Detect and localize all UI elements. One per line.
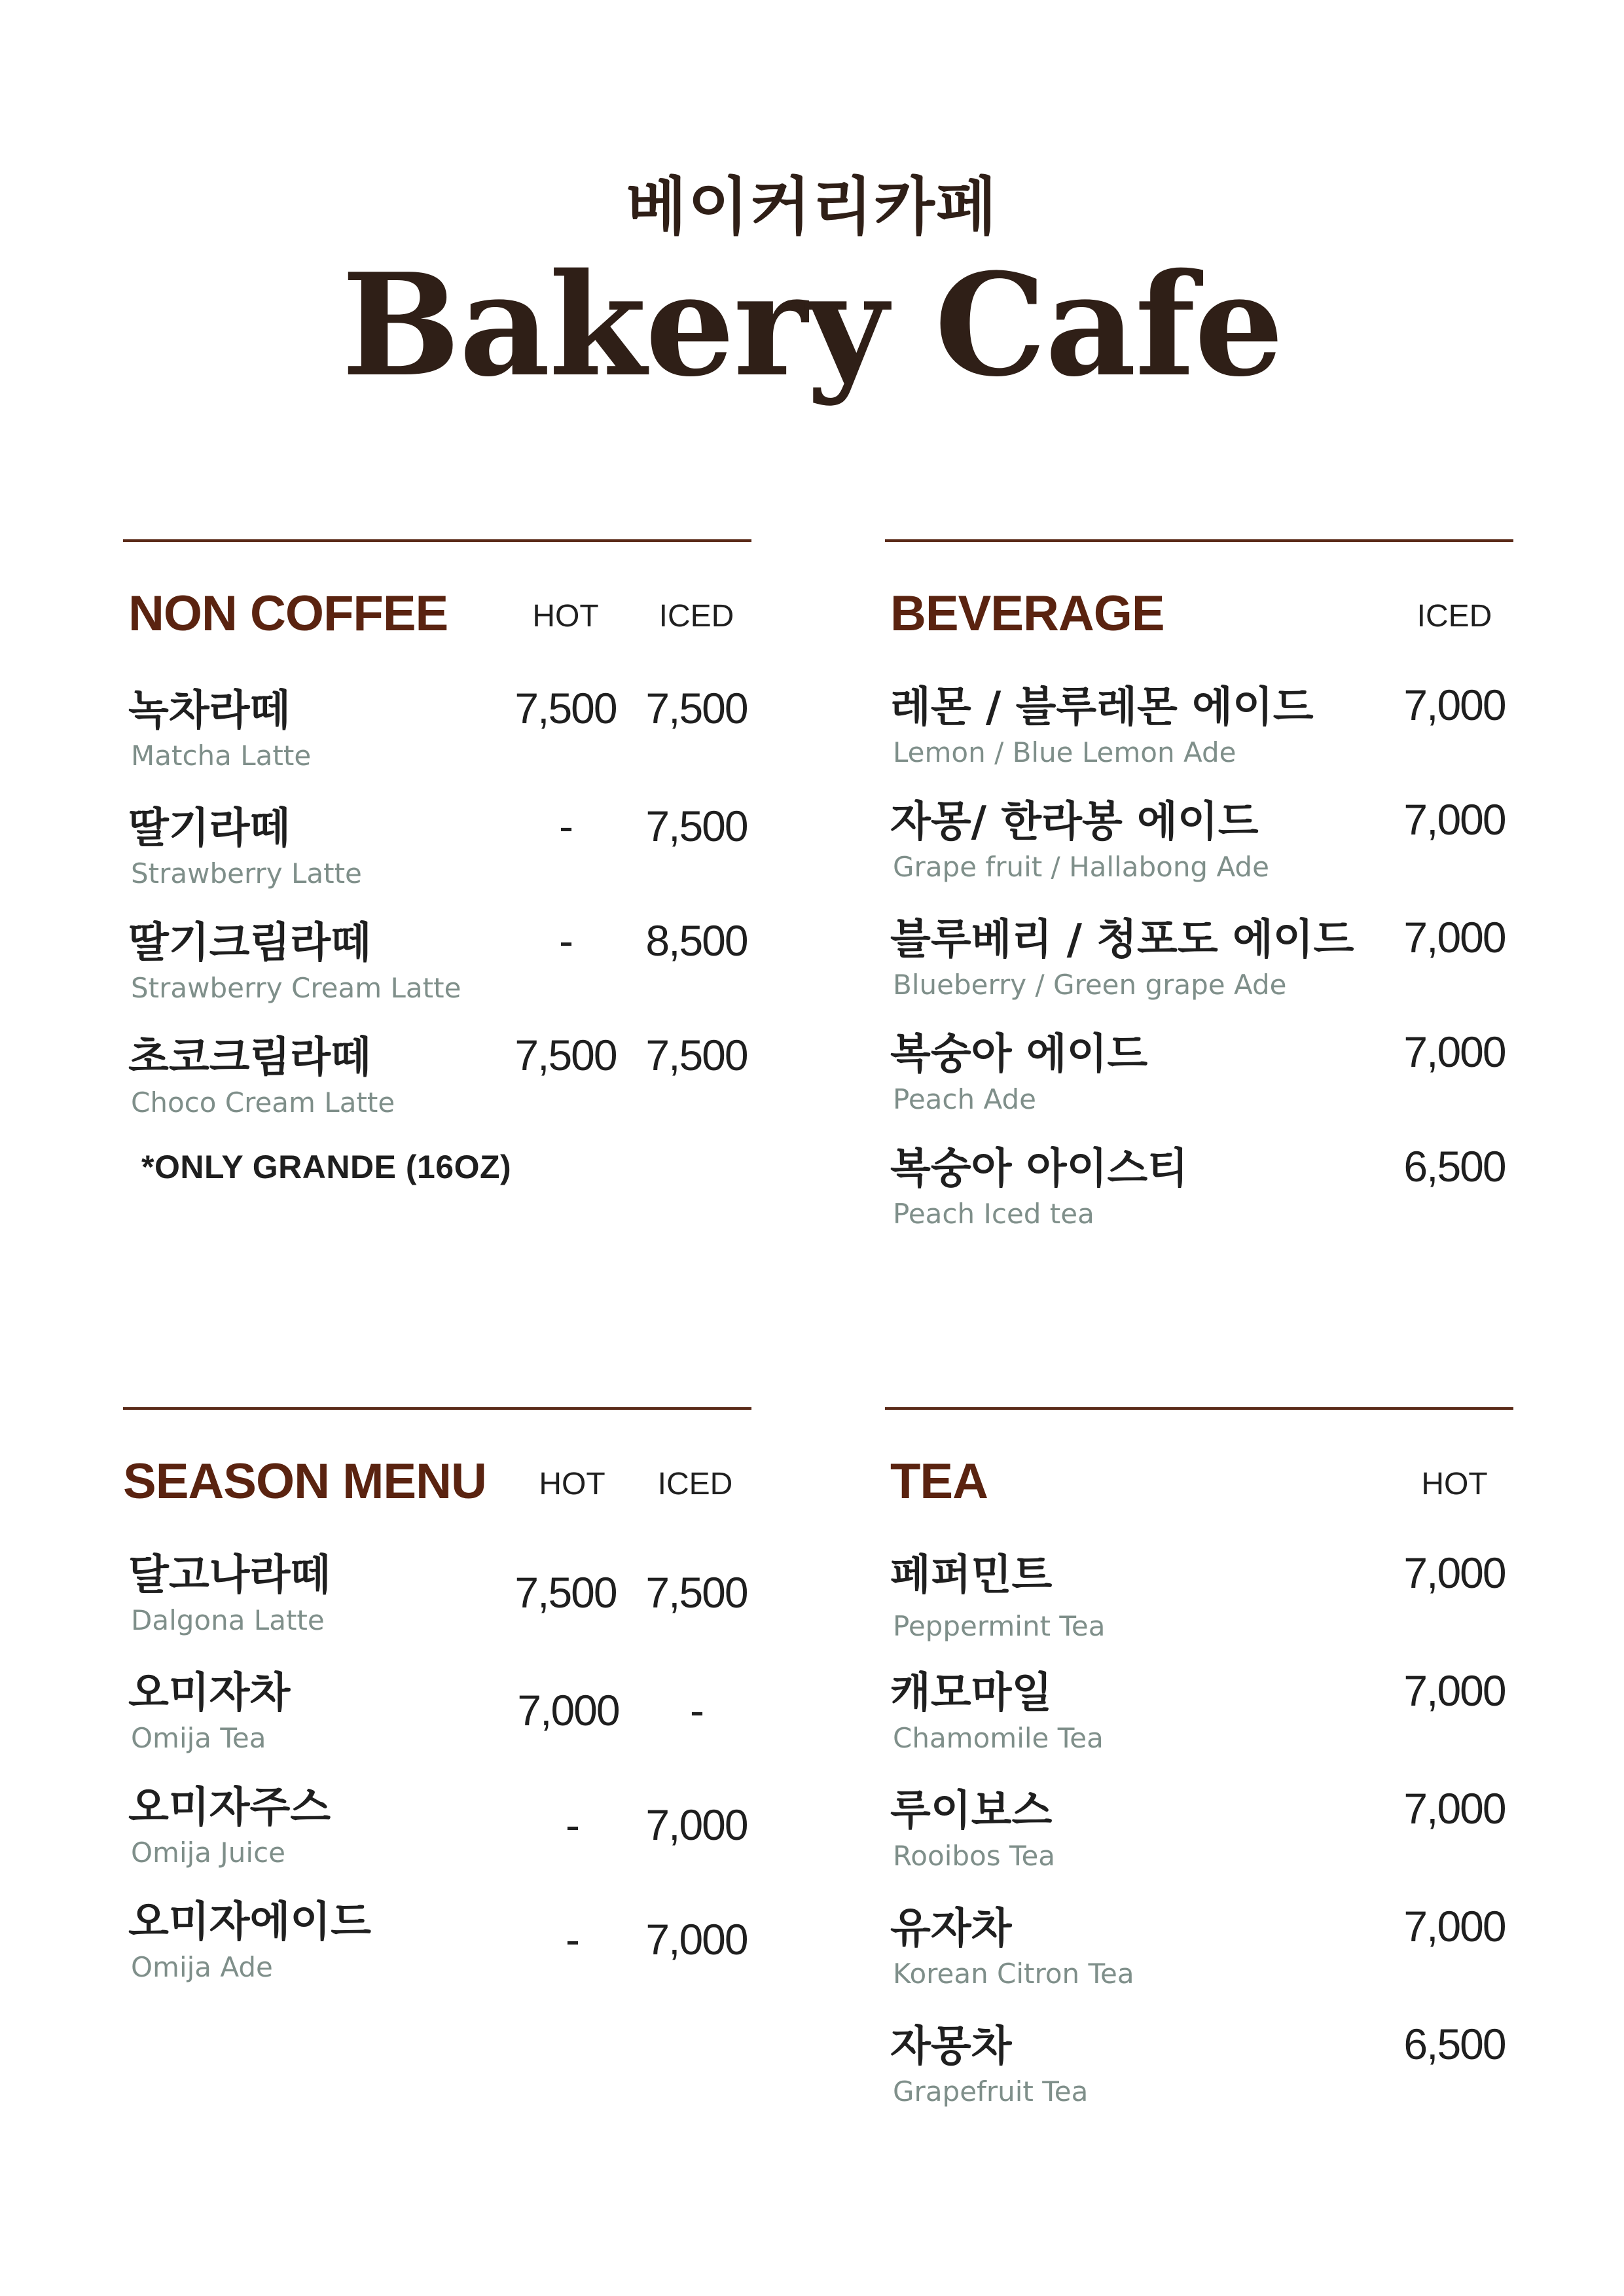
item-name-ko: 딸기라떼 [128,804,291,853]
col-head-hot: HOT [532,599,599,634]
section-divider [885,1407,1513,1410]
section-non-coffee [123,539,751,1259]
price-iced: 7,000 [1403,1028,1506,1076]
menu-item [890,906,1513,1011]
price-hot: 7,000 [1403,1666,1506,1715]
item-name-en: Omija Ade [131,1951,273,1983]
item-name-ko: 블루베리 / 청포도 에이드 [890,916,1354,964]
item-name-en: Peach Iced tea [893,1198,1094,1230]
menu-item [890,2013,1513,2117]
section-divider [885,539,1513,542]
price-iced: 7,500 [645,1031,748,1079]
item-name-en: Omija Tea [131,1722,266,1754]
price-hot: 7,500 [514,1031,617,1079]
size-note: *ONLY GRANDE (16OZ) [141,1149,512,1185]
item-name-en: Chamomile Tea [893,1722,1104,1754]
item-name-en: Dalgona Latte [131,1604,325,1636]
item-name-ko: 오미자차 [128,1669,291,1717]
item-name-ko: 자몽차 [890,2022,1012,2071]
menu-item [128,1024,751,1128]
item-name-ko: 유자차 [890,1905,1012,1953]
section-tea [885,1407,1513,2160]
price-iced: 7,500 [645,684,748,732]
item-name-en: Grapefruit Tea [893,2075,1089,2108]
item-name-ko: 복숭아 에이드 [890,1030,1148,1079]
item-name-en: Matcha Latte [131,740,312,772]
section-title: BEVERAGE [890,586,1164,641]
menu-item [128,909,751,1014]
section-title: SEASON MENU [123,1454,486,1509]
price-hot: 7,000 [1403,1902,1506,1950]
menu-item [128,1659,751,1764]
item-name-ko: 루이보스 [890,1787,1053,1835]
menu-item [890,1659,1513,1764]
price-iced: - [690,1686,703,1734]
col-head-iced: ICED [1416,599,1492,634]
item-name-en: Rooibos Tea [893,1840,1056,1872]
item-name-en: Lemon / Blue Lemon Ade [893,736,1236,768]
section-title: NON COFFEE [128,586,448,641]
item-name-ko: 복숭아 아이스티 [890,1145,1189,1193]
item-name-en: Omija Juice [131,1837,286,1869]
item-name-ko: 오미자주스 [128,1784,331,1832]
item-name-en: Peppermint Tea [893,1610,1106,1642]
menu-item [890,1541,1513,1646]
section-title: TEA [890,1454,988,1509]
item-name-en: Peach Ade [893,1083,1036,1115]
price-iced: 7,000 [1403,681,1506,729]
menu-item [890,788,1513,893]
price-iced: 8,500 [645,916,748,965]
col-head-iced: ICED [659,599,734,634]
item-name-en: Strawberry Latte [131,857,362,889]
item-name-ko: 초코크림라떼 [128,1033,371,1082]
menu-item [128,795,751,899]
col-head-hot: HOT [1421,1467,1488,1501]
price-hot: 7,000 [1403,1549,1506,1597]
item-name-ko: 레몬 / 블루레몬 에이드 [890,683,1314,732]
price-hot: 7,000 [517,1686,619,1734]
price-iced: 7,000 [1403,795,1506,844]
price-hot: - [566,1915,579,1964]
item-name-ko: 녹차라떼 [128,687,291,735]
section-divider [123,1407,751,1410]
item-name-ko: 딸기크림라떼 [128,919,371,967]
section-divider [123,539,751,542]
item-name-en: Grape fruit / Hallabong Ade [893,851,1269,883]
title-korean: 베이커리카페 [626,170,998,243]
price-hot: 7,000 [1403,1784,1506,1833]
item-name-ko: 자몽/ 한라봉 에이드 [890,798,1259,846]
section-beverage [885,539,1513,1259]
title-english: Bakery Cafe [341,242,1283,408]
price-hot: - [566,1801,579,1849]
price-iced: 7,000 [1403,913,1506,961]
menu-item [890,1135,1513,1240]
item-name-ko: 오미자에이드 [128,1898,371,1946]
item-name-en: Strawberry Cream Latte [131,972,461,1004]
menu-item [890,1777,1513,1882]
price-hot: - [559,916,572,965]
item-name-en: Choco Cream Latte [131,1086,395,1119]
col-head-iced: ICED [657,1467,733,1501]
price-hot: - [559,802,572,850]
menu-item [890,673,1513,778]
menu-item [890,1020,1513,1125]
menu-item [128,1888,751,1993]
item-name-ko: 캐모마일 [890,1669,1053,1717]
price-iced: 7,500 [645,1568,748,1617]
col-head-hot: HOT [539,1467,605,1501]
item-name-ko: 달고나라떼 [128,1551,331,1600]
price-iced: 7,000 [645,1915,748,1964]
menu-item [128,1541,751,1646]
menu-item [128,1774,751,1878]
price-iced: 6,500 [1403,1142,1506,1191]
price-hot: 7,500 [514,1568,617,1617]
item-name-en: Blueberry / Green grape Ade [893,969,1287,1001]
price-iced: 7,000 [645,1801,748,1849]
item-name-ko: 페퍼민트 [890,1551,1053,1600]
section-season-menu [123,1407,751,2127]
price-hot: 7,500 [514,684,617,732]
price-iced: 7,500 [645,802,748,850]
item-name-en: Korean Citron Tea [893,1958,1134,1990]
menu-item [128,677,751,781]
menu-item [890,1895,1513,2000]
price-hot: 6,500 [1403,2020,1506,2068]
